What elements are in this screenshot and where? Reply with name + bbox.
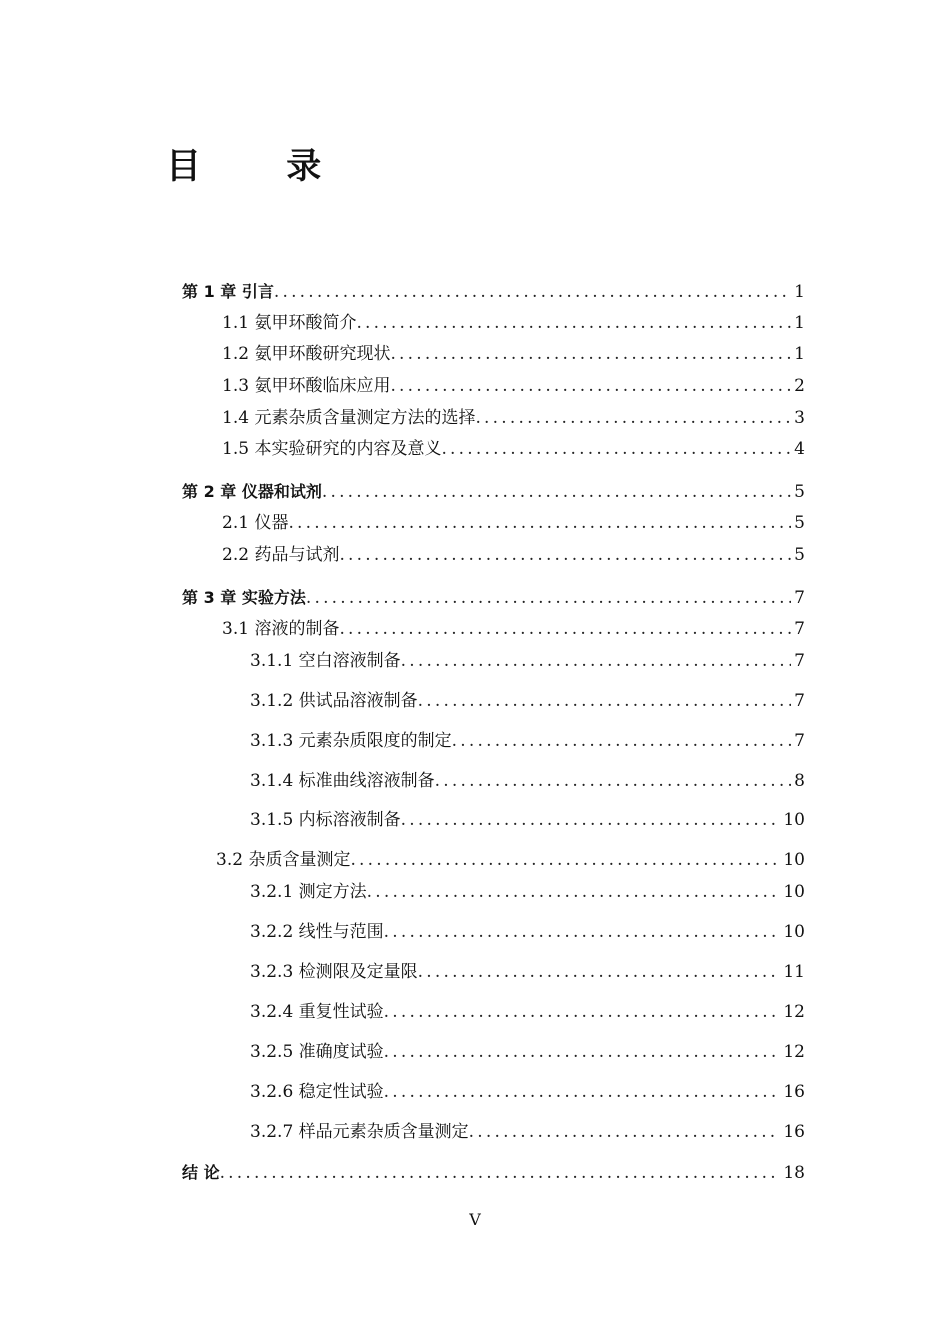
toc-entry-3-1-5[interactable] [250, 808, 805, 832]
toc-entry-3-2-3[interactable] [250, 960, 805, 984]
toc-entry-3-1-4[interactable] [250, 769, 805, 793]
toc-entry-page: 10 [783, 850, 805, 870]
toc-entry-3-1-2[interactable] [250, 689, 805, 713]
toc-leader-dots [288, 511, 791, 535]
toc-entry-3-1[interactable] [222, 617, 805, 641]
toc-leader-dots [322, 480, 791, 504]
toc-entry-label: 3.2.3 检测限及定量限 [250, 962, 418, 982]
toc-entry-3-2[interactable] [216, 848, 805, 872]
toc-entry-chapter-3[interactable] [182, 586, 805, 610]
toc-leader-dots [452, 729, 792, 753]
toc-entry-page: 7 [794, 588, 805, 608]
toc-entry-page: 16 [783, 1122, 805, 1142]
toc-entry-3-2-4[interactable] [250, 1000, 805, 1024]
toc-entry-chapter-2[interactable] [182, 480, 805, 504]
toc-leader-dots [469, 1120, 781, 1144]
toc-leader-dots [401, 808, 781, 832]
toc-entry-page: 5 [794, 545, 805, 565]
toc-entry-label: 1.4 元素杂质含量测定方法的选择 [222, 408, 476, 428]
toc-entry-page: 12 [783, 1042, 805, 1062]
toc-entry-page: 16 [783, 1082, 805, 1102]
toc-leader-dots [390, 342, 791, 366]
toc-entry-label: 3.1.2 供试品溶液制备 [250, 691, 418, 711]
toc-leader-dots [367, 880, 781, 904]
toc-leader-dots [475, 406, 791, 430]
toc-leader-dots [384, 1080, 781, 1104]
toc-entry-label: 3.2.1 测定方法 [250, 882, 367, 902]
toc-entry-page: 11 [783, 962, 805, 982]
toc-entry-label: 第 1 章 引言 [182, 282, 274, 301]
toc-entry-3-2-5[interactable] [250, 1040, 805, 1064]
toc-leader-dots [220, 1161, 781, 1185]
toc-entry-1-4[interactable] [222, 406, 805, 430]
toc-entry-label: 1.1 氨甲环酸简介 [222, 313, 357, 333]
toc-entry-page: 2 [794, 376, 805, 396]
toc-leader-dots [384, 1040, 781, 1064]
toc-entry-page: 10 [783, 810, 805, 830]
toc-entry-label: 3.2.5 准确度试验 [250, 1042, 384, 1062]
toc-leader-dots [401, 649, 792, 673]
toc-entry-label: 3.2.4 重复性试验 [250, 1002, 384, 1022]
toc-entry-1-3[interactable] [222, 374, 805, 398]
toc-entry-label: 2.2 药品与试剂 [222, 545, 340, 565]
toc-leader-dots [441, 437, 791, 461]
toc-leader-dots [418, 960, 781, 984]
toc-entry-page: 1 [794, 282, 805, 302]
toc-entry-3-2-6[interactable] [250, 1080, 805, 1104]
toc-entry-2-2[interactable] [222, 543, 805, 567]
toc-leader-dots [435, 769, 792, 793]
toc-entry-label: 3.1.1 空白溶液制备 [250, 651, 401, 671]
toc-entry-page: 7 [794, 691, 805, 711]
toc-entry-label: 3.2.6 稳定性试验 [250, 1082, 384, 1102]
toc-leader-dots [390, 374, 791, 398]
toc-entry-label: 3.1.5 内标溶液制备 [250, 810, 401, 830]
toc-leader-dots [418, 689, 792, 713]
toc-leader-dots [384, 920, 781, 944]
toc-leader-dots [274, 280, 791, 304]
toc-entry-page: 10 [783, 922, 805, 942]
toc-entry-page: 18 [783, 1163, 805, 1183]
toc-entry-1-5[interactable] [222, 437, 805, 461]
toc-entry-label: 1.3 氨甲环酸临床应用 [222, 376, 391, 396]
toc-entry-label: 3.2 杂质含量测定 [216, 850, 351, 870]
toc-entry-page: 7 [794, 731, 805, 751]
toc-leader-dots [339, 543, 791, 567]
toc-entry-label: 1.5 本实验研究的内容及意义 [222, 439, 442, 459]
toc-entry-chapter-1[interactable] [182, 280, 805, 304]
toc-entry-page: 1 [794, 313, 805, 333]
toc-leader-dots [306, 586, 791, 610]
toc-entry-2-1[interactable] [222, 511, 805, 535]
page-number-footer: V [469, 1210, 481, 1229]
toc-entry-page: 5 [794, 482, 805, 502]
toc-entry-conclusion[interactable] [182, 1161, 805, 1185]
toc-entry-label: 1.2 氨甲环酸研究现状 [222, 344, 391, 364]
toc-entry-1-2[interactable] [222, 342, 805, 366]
toc-entry-3-2-2[interactable] [250, 920, 805, 944]
toc-entry-page: 4 [794, 439, 805, 459]
toc-entry-page: 5 [794, 513, 805, 533]
toc-entry-3-1-3[interactable] [250, 729, 805, 753]
toc-entry-page: 7 [794, 619, 805, 639]
toc-entry-label: 第 2 章 仪器和试剂 [182, 482, 322, 501]
toc-entry-1-1[interactable] [222, 311, 805, 335]
toc-entry-label: 3.2.7 样品元素杂质含量测定 [250, 1122, 469, 1142]
toc-entry-3-2-7[interactable] [250, 1120, 805, 1144]
toc-entry-label: 2.1 仪器 [222, 513, 289, 533]
toc-leader-dots [350, 848, 780, 872]
toc-entry-label: 3.1.4 标准曲线溶液制备 [250, 771, 435, 791]
toc-entry-3-2-1[interactable] [250, 880, 805, 904]
toc-entry-page: 3 [794, 408, 805, 428]
toc-leader-dots [384, 1000, 781, 1024]
toc-entry-page: 1 [794, 344, 805, 364]
toc-entry-label: 结 论 [182, 1163, 220, 1182]
toc-entry-page: 12 [783, 1002, 805, 1022]
toc-entry-3-1-1[interactable] [250, 649, 805, 673]
toc-entry-page: 10 [783, 882, 805, 902]
toc-entry-page: 8 [794, 771, 805, 791]
page-title: 目 录 [166, 147, 322, 187]
toc-leader-dots [339, 617, 791, 641]
toc-entry-label: 3.1 溶液的制备 [222, 619, 340, 639]
toc-entry-label: 3.2.2 线性与范围 [250, 922, 384, 942]
toc-entry-page: 7 [794, 651, 805, 671]
toc-leader-dots [356, 311, 791, 335]
toc-entry-label: 3.1.3 元素杂质限度的制定 [250, 731, 452, 751]
toc-entry-label: 第 3 章 实验方法 [182, 588, 306, 607]
